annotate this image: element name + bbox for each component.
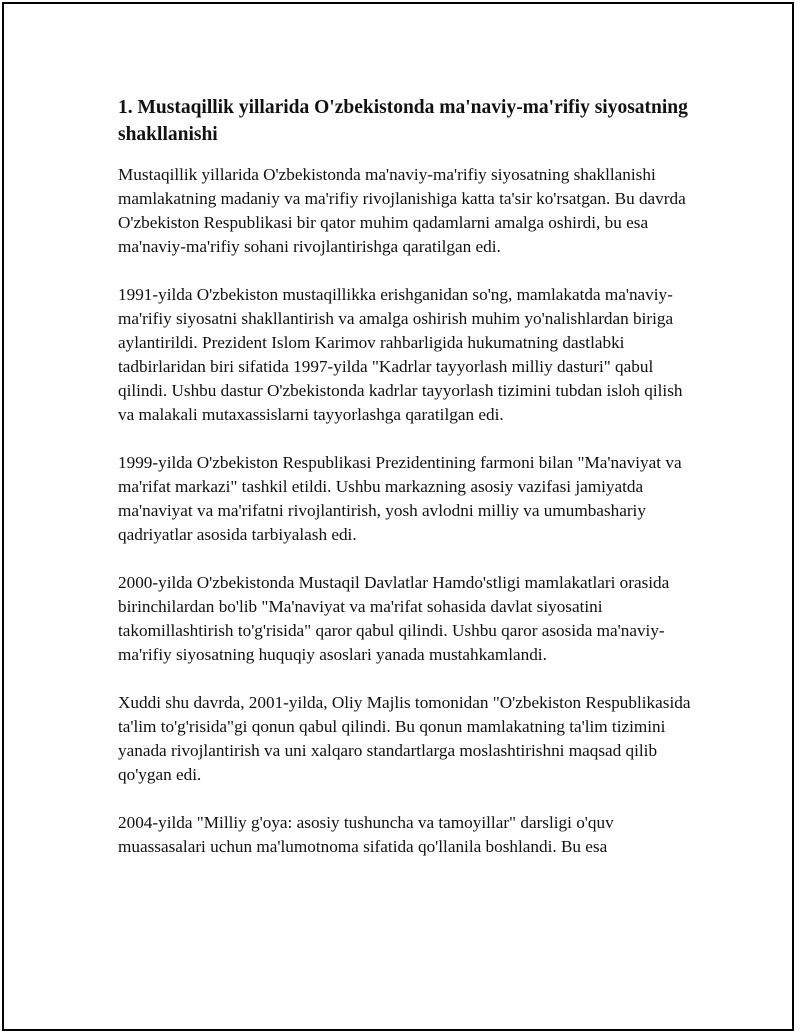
paragraph: Mustaqillik yillarida O'zbekistonda ma'naviy-ma'rifiy siyosatning shakllanishi mamlakatning madaniy va ma'rifiy rivojlanishiga katta ta'sir ko'rsatgan. Bu davrda O'zbekiston Respublikasi bir qator muhim qadamlarni amalga oshirdi, bu esa ma'naviy-ma'rifiy sohani rivojlantirishga qaratilgan edi. [118,165,686,256]
paragraph: Xuddi shu davrda, 2001-yilda, Oliy Majlis tomonidan "O'zbekiston Respublikasida ta'lim to'g'risida"gi qonun qabul qilindi. Bu qonun mamlakatning ta'lim tizimini yanada rivojlantirish va uni xalqaro standartlarga moslashtirishni maqsad qilib qo'ygan edi. [118,693,691,784]
section-heading: 1. Mustaqillik yillarida O'zbekistonda ma'naviy-ma'rifiy siyosatning shakllanishi [118,97,688,145]
paragraph: 1999-yilda O'zbekiston Respublikasi Prezidentining farmoni bilan "Ma'naviyat va ma'rifat markazi" tashkil etildi. Ushbu markazning asosiy vazifasi jamiyatda ma'naviyat va ma'rifatni rivojlantirish, yosh avlodni milliy va umumbashariy qadriyatlar asosida tarbiyalash edi. [118,453,682,544]
paragraph: 1991-yilda O'zbekiston mustaqillikka erishganidan so'ng, mamlakatda ma'naviy-ma'rifiy siyosatni shakllantirish va amalga oshirish muhim yo'nalishlardan biriga aylantirildi. Prezident Islom Karimov rahbarligida hukumatning dastlabki tadbirlaridan biri sifatida 1997-yilda "Kadrlar tayyorlash milliy dasturi" qabul qilindi. Ushbu dastur O'zbekistonda kadrlar tayyorlash tizimini tubdan isloh qilish va malakali mutaxassislarni tayyorlashga qaratilgan edi. [118,285,683,424]
paragraph: 2000-yilda O'zbekistonda Mustaqil Davlatlar Hamdo'stligi mamlakatlari orasida birinchilardan bo'lib "Ma'naviyat va ma'rifat sohasida davlat siyosatini takomillashtirish to'g'risida" qaror qabul qilindi. Ushbu qaror asosida ma'naviy-ma'rifiy siyosatning huquqiy asoslari yanada mustahkamlandi. [118,573,670,664]
document-body [118,94,698,883]
paragraph: 2004-yilda "Milliy g'oya: asosiy tushuncha va tamoyillar" darsligi o'quv muassasalari uchun ma'lumotnoma sifatida qo'llanila boshlandi. Bu esa [118,813,614,856]
